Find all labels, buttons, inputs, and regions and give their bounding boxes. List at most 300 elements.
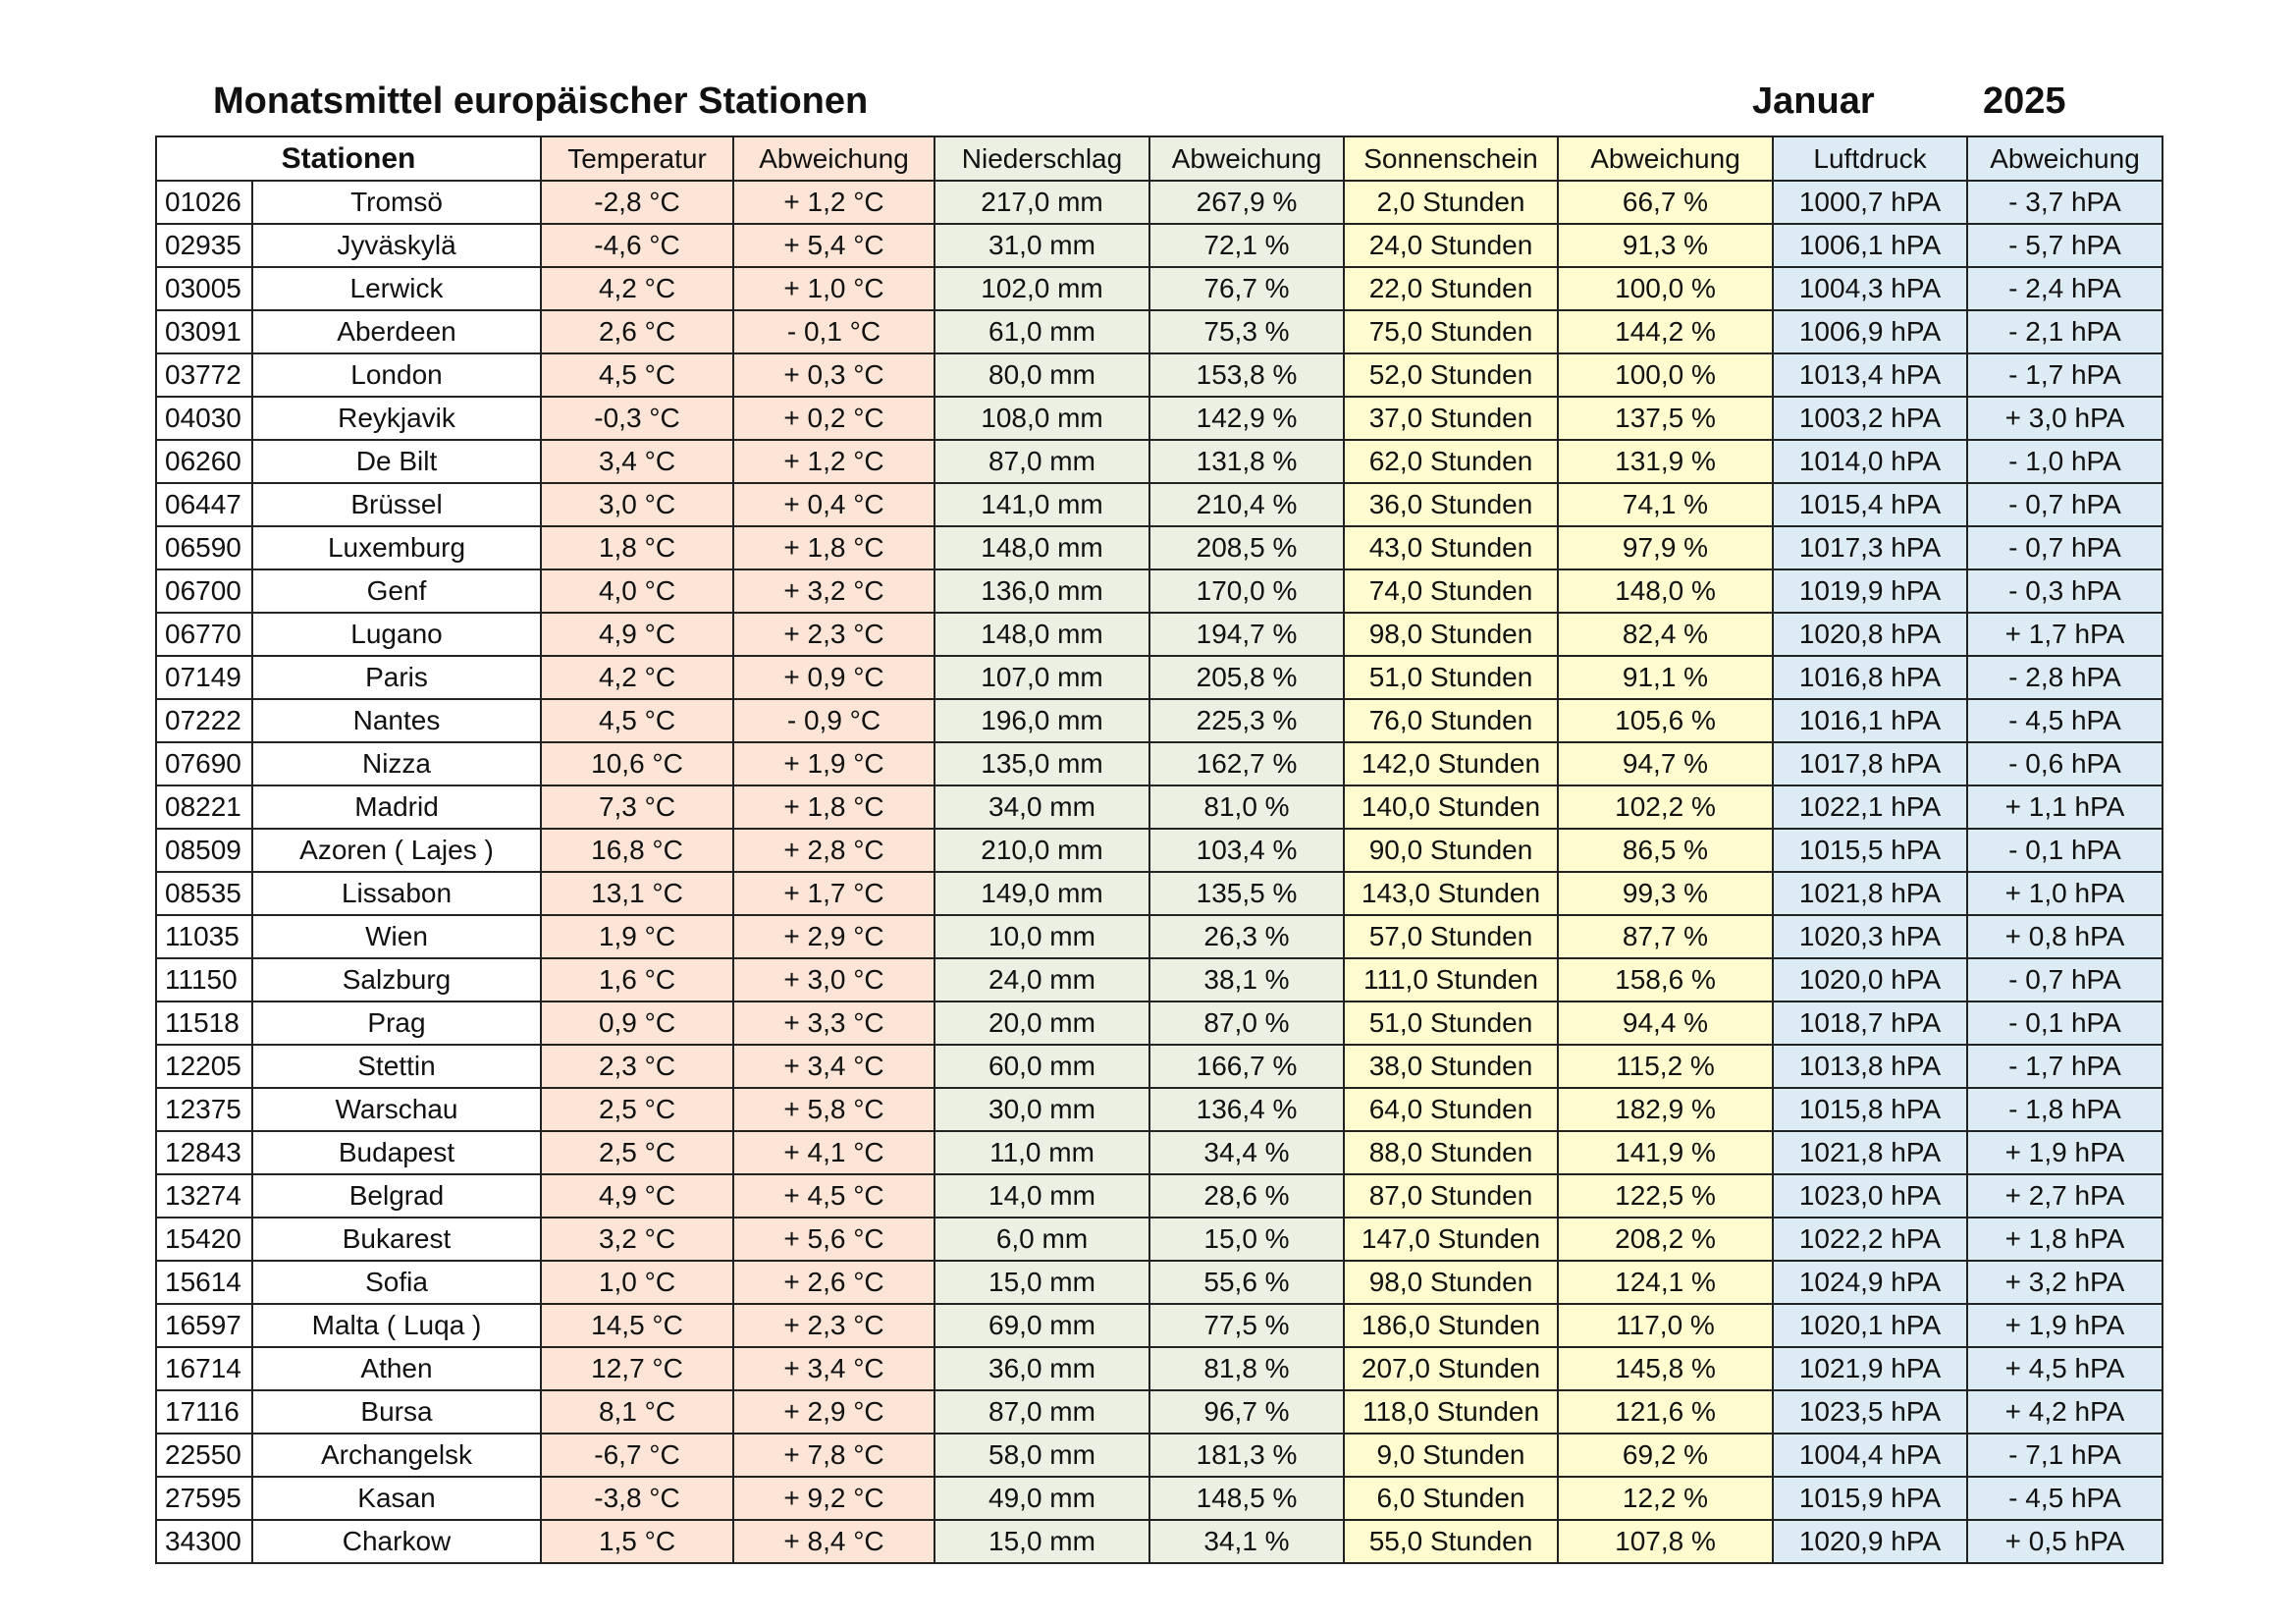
precipitation-cell: 148,0 mm [934, 613, 1149, 656]
precip-deviation-cell: 166,7 % [1149, 1045, 1344, 1088]
temp-deviation-cell: + 2,3 °C [733, 1304, 934, 1347]
station-code: 07149 [156, 656, 252, 699]
precip-deviation-cell: 194,7 % [1149, 613, 1344, 656]
table-row [156, 526, 2163, 569]
precip-deviation-cell: 96,7 % [1149, 1390, 1344, 1434]
temperature-cell: 2,5 °C [541, 1131, 733, 1174]
precip-deviation-cell: 210,4 % [1149, 483, 1344, 526]
temperature-cell: 3,2 °C [541, 1218, 733, 1261]
sun-deviation-cell: 69,2 % [1558, 1434, 1773, 1477]
temp-deviation-cell: + 5,6 °C [733, 1218, 934, 1261]
temp-deviation-cell: + 3,3 °C [733, 1001, 934, 1045]
precip-deviation-cell: 103,4 % [1149, 829, 1344, 872]
table-row [156, 742, 2163, 785]
pressure-cell: 1022,1 hPA [1773, 785, 1967, 829]
sun-deviation-cell: 124,1 % [1558, 1261, 1773, 1304]
pressure-deviation-cell: + 0,8 hPA [1967, 915, 2163, 958]
station-table [155, 135, 2163, 1564]
col-header-precipitation: Niederschlag [934, 136, 1149, 181]
station-name: Wien [252, 915, 541, 958]
sunshine-cell: 98,0 Stunden [1344, 613, 1558, 656]
station-code: 01026 [156, 181, 252, 224]
sunshine-cell: 52,0 Stunden [1344, 353, 1558, 397]
pressure-deviation-cell: - 2,8 hPA [1967, 656, 2163, 699]
col-header-precip-deviation: Abweichung [1149, 136, 1344, 181]
station-name: Salzburg [252, 958, 541, 1001]
sunshine-cell: 62,0 Stunden [1344, 440, 1558, 483]
precip-deviation-cell: 208,5 % [1149, 526, 1344, 569]
temp-deviation-cell: + 5,4 °C [733, 224, 934, 267]
pressure-cell: 1016,1 hPA [1773, 699, 1967, 742]
pressure-deviation-cell: + 4,2 hPA [1967, 1390, 2163, 1434]
pressure-deviation-cell: - 0,1 hPA [1967, 1001, 2163, 1045]
sun-deviation-cell: 148,0 % [1558, 569, 1773, 613]
sunshine-cell: 98,0 Stunden [1344, 1261, 1558, 1304]
station-name: Paris [252, 656, 541, 699]
station-name: Nizza [252, 742, 541, 785]
station-code: 11150 [156, 958, 252, 1001]
col-header-sunshine: Sonnenschein [1344, 136, 1558, 181]
precipitation-cell: 15,0 mm [934, 1520, 1149, 1563]
sun-deviation-cell: 86,5 % [1558, 829, 1773, 872]
station-name: Charkow [252, 1520, 541, 1563]
pressure-cell: 1014,0 hPA [1773, 440, 1967, 483]
precip-deviation-cell: 148,5 % [1149, 1477, 1344, 1520]
station-name: De Bilt [252, 440, 541, 483]
precip-deviation-cell: 170,0 % [1149, 569, 1344, 613]
sun-deviation-cell: 115,2 % [1558, 1045, 1773, 1088]
precip-deviation-cell: 55,6 % [1149, 1261, 1344, 1304]
table-row [156, 1088, 2163, 1131]
precip-deviation-cell: 34,4 % [1149, 1131, 1344, 1174]
table-row [156, 872, 2163, 915]
station-code: 22550 [156, 1434, 252, 1477]
pressure-cell: 1006,9 hPA [1773, 310, 1967, 353]
temperature-cell: 1,8 °C [541, 526, 733, 569]
table-row [156, 440, 2163, 483]
sunshine-cell: 111,0 Stunden [1344, 958, 1558, 1001]
station-code: 16597 [156, 1304, 252, 1347]
table-row [156, 613, 2163, 656]
sunshine-cell: 37,0 Stunden [1344, 397, 1558, 440]
sun-deviation-cell: 91,1 % [1558, 656, 1773, 699]
station-name: Madrid [252, 785, 541, 829]
temp-deviation-cell: + 9,2 °C [733, 1477, 934, 1520]
temp-deviation-cell: + 2,6 °C [733, 1261, 934, 1304]
sun-deviation-cell: 105,6 % [1558, 699, 1773, 742]
sun-deviation-cell: 100,0 % [1558, 267, 1773, 310]
pressure-cell: 1023,0 hPA [1773, 1174, 1967, 1218]
table-row [156, 483, 2163, 526]
precipitation-cell: 20,0 mm [934, 1001, 1149, 1045]
sunshine-cell: 51,0 Stunden [1344, 1001, 1558, 1045]
precip-deviation-cell: 75,3 % [1149, 310, 1344, 353]
table-row [156, 1045, 2163, 1088]
table-row [156, 1520, 2163, 1563]
precipitation-cell: 141,0 mm [934, 483, 1149, 526]
pressure-deviation-cell: + 2,7 hPA [1967, 1174, 2163, 1218]
pressure-cell: 1021,8 hPA [1773, 1131, 1967, 1174]
station-name: Stettin [252, 1045, 541, 1088]
table-row [156, 569, 2163, 613]
temperature-cell: -4,6 °C [541, 224, 733, 267]
precip-deviation-cell: 135,5 % [1149, 872, 1344, 915]
sun-deviation-cell: 145,8 % [1558, 1347, 1773, 1390]
station-name: Bursa [252, 1390, 541, 1434]
station-name: Malta ( Luqa ) [252, 1304, 541, 1347]
temperature-cell: 4,5 °C [541, 353, 733, 397]
precipitation-cell: 6,0 mm [934, 1218, 1149, 1261]
station-code: 06700 [156, 569, 252, 613]
sunshine-cell: 24,0 Stunden [1344, 224, 1558, 267]
sun-deviation-cell: 87,7 % [1558, 915, 1773, 958]
precipitation-cell: 34,0 mm [934, 785, 1149, 829]
station-name: Budapest [252, 1131, 541, 1174]
temperature-cell: 2,5 °C [541, 1088, 733, 1131]
station-name: Lugano [252, 613, 541, 656]
station-name: Azoren ( Lajes ) [252, 829, 541, 872]
station-code: 07222 [156, 699, 252, 742]
sunshine-cell: 38,0 Stunden [1344, 1045, 1558, 1088]
precipitation-cell: 210,0 mm [934, 829, 1149, 872]
precip-deviation-cell: 76,7 % [1149, 267, 1344, 310]
temperature-cell: 1,6 °C [541, 958, 733, 1001]
station-name: Luxemburg [252, 526, 541, 569]
precipitation-cell: 87,0 mm [934, 1390, 1149, 1434]
sunshine-cell: 6,0 Stunden [1344, 1477, 1558, 1520]
sun-deviation-cell: 121,6 % [1558, 1390, 1773, 1434]
sun-deviation-cell: 182,9 % [1558, 1088, 1773, 1131]
sunshine-cell: 76,0 Stunden [1344, 699, 1558, 742]
station-name: Genf [252, 569, 541, 613]
pressure-cell: 1020,9 hPA [1773, 1520, 1967, 1563]
pressure-deviation-cell: - 1,8 hPA [1967, 1088, 2163, 1131]
sun-deviation-cell: 131,9 % [1558, 440, 1773, 483]
station-code: 17116 [156, 1390, 252, 1434]
pressure-cell: 1015,5 hPA [1773, 829, 1967, 872]
temp-deviation-cell: + 4,1 °C [733, 1131, 934, 1174]
pressure-deviation-cell: - 4,5 hPA [1967, 1477, 2163, 1520]
pressure-deviation-cell: + 1,8 hPA [1967, 1218, 2163, 1261]
table-row [156, 1174, 2163, 1218]
precip-deviation-cell: 28,6 % [1149, 1174, 1344, 1218]
temperature-cell: 10,6 °C [541, 742, 733, 785]
precipitation-cell: 87,0 mm [934, 440, 1149, 483]
station-name: Jyväskylä [252, 224, 541, 267]
pressure-deviation-cell: - 2,4 hPA [1967, 267, 2163, 310]
table-row [156, 1347, 2163, 1390]
month-label: Januar [1752, 81, 1875, 122]
sun-deviation-cell: 94,7 % [1558, 742, 1773, 785]
pressure-cell: 1006,1 hPA [1773, 224, 1967, 267]
pressure-cell: 1013,8 hPA [1773, 1045, 1967, 1088]
pressure-cell: 1017,3 hPA [1773, 526, 1967, 569]
temperature-cell: 4,5 °C [541, 699, 733, 742]
col-header-pressure-deviation: Abweichung [1967, 136, 2163, 181]
temp-deviation-cell: + 3,2 °C [733, 569, 934, 613]
station-code: 11518 [156, 1001, 252, 1045]
pressure-cell: 1021,9 hPA [1773, 1347, 1967, 1390]
pressure-cell: 1018,7 hPA [1773, 1001, 1967, 1045]
temp-deviation-cell: + 1,2 °C [733, 181, 934, 224]
table-row [156, 224, 2163, 267]
temperature-cell: 4,2 °C [541, 267, 733, 310]
precip-deviation-cell: 225,3 % [1149, 699, 1344, 742]
col-header-temperature: Temperatur [541, 136, 733, 181]
year-label: 2025 [1983, 81, 2066, 122]
pressure-deviation-cell: + 1,9 hPA [1967, 1304, 2163, 1347]
pressure-cell: 1017,8 hPA [1773, 742, 1967, 785]
precip-deviation-cell: 267,9 % [1149, 181, 1344, 224]
sunshine-cell: 36,0 Stunden [1344, 483, 1558, 526]
precip-deviation-cell: 81,8 % [1149, 1347, 1344, 1390]
table-row [156, 785, 2163, 829]
table-row [156, 1131, 2163, 1174]
precip-deviation-cell: 181,3 % [1149, 1434, 1344, 1477]
precipitation-cell: 61,0 mm [934, 310, 1149, 353]
precipitation-cell: 69,0 mm [934, 1304, 1149, 1347]
pressure-cell: 1019,9 hPA [1773, 569, 1967, 613]
table-row [156, 1390, 2163, 1434]
pressure-deviation-cell: - 0,3 hPA [1967, 569, 2163, 613]
sun-deviation-cell: 91,3 % [1558, 224, 1773, 267]
station-name: Bukarest [252, 1218, 541, 1261]
temperature-cell: 8,1 °C [541, 1390, 733, 1434]
temperature-cell: -2,8 °C [541, 181, 733, 224]
pressure-cell: 1020,0 hPA [1773, 958, 1967, 1001]
station-name: Warschau [252, 1088, 541, 1131]
temperature-cell: 0,9 °C [541, 1001, 733, 1045]
sunshine-cell: 186,0 Stunden [1344, 1304, 1558, 1347]
pressure-cell: 1016,8 hPA [1773, 656, 1967, 699]
station-code: 12375 [156, 1088, 252, 1131]
sun-deviation-cell: 94,4 % [1558, 1001, 1773, 1045]
temp-deviation-cell: + 0,4 °C [733, 483, 934, 526]
pressure-cell: 1004,3 hPA [1773, 267, 1967, 310]
pressure-deviation-cell: - 0,7 hPA [1967, 483, 2163, 526]
precipitation-cell: 58,0 mm [934, 1434, 1149, 1477]
station-name: Tromsö [252, 181, 541, 224]
precip-deviation-cell: 205,8 % [1149, 656, 1344, 699]
precip-deviation-cell: 162,7 % [1149, 742, 1344, 785]
temp-deviation-cell: + 1,9 °C [733, 742, 934, 785]
temp-deviation-cell: + 1,7 °C [733, 872, 934, 915]
pressure-cell: 1003,2 hPA [1773, 397, 1967, 440]
temperature-cell: 16,8 °C [541, 829, 733, 872]
precipitation-cell: 31,0 mm [934, 224, 1149, 267]
station-name: Athen [252, 1347, 541, 1390]
precipitation-cell: 36,0 mm [934, 1347, 1149, 1390]
precipitation-cell: 15,0 mm [934, 1261, 1149, 1304]
temperature-cell: 2,6 °C [541, 310, 733, 353]
sun-deviation-cell: 100,0 % [1558, 353, 1773, 397]
table-row [156, 915, 2163, 958]
precipitation-cell: 80,0 mm [934, 353, 1149, 397]
temperature-cell: 7,3 °C [541, 785, 733, 829]
pressure-deviation-cell: + 1,0 hPA [1967, 872, 2163, 915]
pressure-deviation-cell: + 0,5 hPA [1967, 1520, 2163, 1563]
pressure-cell: 1020,3 hPA [1773, 915, 1967, 958]
pressure-deviation-cell: + 1,9 hPA [1967, 1131, 2163, 1174]
station-code: 15420 [156, 1218, 252, 1261]
station-code: 07690 [156, 742, 252, 785]
station-code: 08509 [156, 829, 252, 872]
sun-deviation-cell: 144,2 % [1558, 310, 1773, 353]
precip-deviation-cell: 142,9 % [1149, 397, 1344, 440]
station-code: 13274 [156, 1174, 252, 1218]
precip-deviation-cell: 38,1 % [1149, 958, 1344, 1001]
pressure-deviation-cell: + 4,5 hPA [1967, 1347, 2163, 1390]
sunshine-cell: 22,0 Stunden [1344, 267, 1558, 310]
temperature-cell: 1,0 °C [541, 1261, 733, 1304]
pressure-cell: 1004,4 hPA [1773, 1434, 1967, 1477]
station-code: 12205 [156, 1045, 252, 1088]
table-row [156, 699, 2163, 742]
sun-deviation-cell: 66,7 % [1558, 181, 1773, 224]
temperature-cell: -3,8 °C [541, 1477, 733, 1520]
station-name: Sofia [252, 1261, 541, 1304]
temperature-cell: 2,3 °C [541, 1045, 733, 1088]
station-code: 06590 [156, 526, 252, 569]
temp-deviation-cell: + 1,8 °C [733, 526, 934, 569]
precipitation-cell: 108,0 mm [934, 397, 1149, 440]
col-header-stations: Stationen [156, 136, 541, 181]
station-name: Archangelsk [252, 1434, 541, 1477]
pressure-cell: 1021,8 hPA [1773, 872, 1967, 915]
station-name: Lissabon [252, 872, 541, 915]
station-code: 08535 [156, 872, 252, 915]
precipitation-cell: 24,0 mm [934, 958, 1149, 1001]
station-name: London [252, 353, 541, 397]
pressure-deviation-cell: - 1,7 hPA [1967, 1045, 2163, 1088]
pressure-cell: 1013,4 hPA [1773, 353, 1967, 397]
sunshine-cell: 118,0 Stunden [1344, 1390, 1558, 1434]
sunshine-cell: 9,0 Stunden [1344, 1434, 1558, 1477]
precipitation-cell: 30,0 mm [934, 1088, 1149, 1131]
precipitation-cell: 149,0 mm [934, 872, 1149, 915]
pressure-cell: 1015,4 hPA [1773, 483, 1967, 526]
table-row [156, 1218, 2163, 1261]
temp-deviation-cell: - 0,1 °C [733, 310, 934, 353]
temperature-cell: 1,9 °C [541, 915, 733, 958]
sunshine-cell: 55,0 Stunden [1344, 1520, 1558, 1563]
sun-deviation-cell: 12,2 % [1558, 1477, 1773, 1520]
temp-deviation-cell: + 3,4 °C [733, 1347, 934, 1390]
table-row [156, 1261, 2163, 1304]
table-row [156, 958, 2163, 1001]
temperature-cell: 13,1 °C [541, 872, 733, 915]
station-code: 03772 [156, 353, 252, 397]
sunshine-cell: 207,0 Stunden [1344, 1347, 1558, 1390]
temperature-cell: 3,0 °C [541, 483, 733, 526]
sun-deviation-cell: 117,0 % [1558, 1304, 1773, 1347]
pressure-deviation-cell: + 1,1 hPA [1967, 785, 2163, 829]
temp-deviation-cell: + 3,0 °C [733, 958, 934, 1001]
table-row [156, 397, 2163, 440]
precip-deviation-cell: 34,1 % [1149, 1520, 1344, 1563]
sunshine-cell: 87,0 Stunden [1344, 1174, 1558, 1218]
station-code: 15614 [156, 1261, 252, 1304]
pressure-cell: 1015,9 hPA [1773, 1477, 1967, 1520]
pressure-deviation-cell: - 3,7 hPA [1967, 181, 2163, 224]
sunshine-cell: 43,0 Stunden [1344, 526, 1558, 569]
station-name: Kasan [252, 1477, 541, 1520]
pressure-deviation-cell: - 0,7 hPA [1967, 958, 2163, 1001]
precipitation-cell: 11,0 mm [934, 1131, 1149, 1174]
precipitation-cell: 196,0 mm [934, 699, 1149, 742]
station-code: 02935 [156, 224, 252, 267]
sunshine-cell: 2,0 Stunden [1344, 181, 1558, 224]
station-code: 06260 [156, 440, 252, 483]
station-code: 03005 [156, 267, 252, 310]
sun-deviation-cell: 137,5 % [1558, 397, 1773, 440]
precip-deviation-cell: 136,4 % [1149, 1088, 1344, 1131]
table-row [156, 656, 2163, 699]
sunshine-cell: 140,0 Stunden [1344, 785, 1558, 829]
precipitation-cell: 102,0 mm [934, 267, 1149, 310]
temp-deviation-cell: + 2,9 °C [733, 915, 934, 958]
table-row [156, 829, 2163, 872]
station-code: 34300 [156, 1520, 252, 1563]
header-row [156, 136, 2163, 181]
col-header-pressure: Luftdruck [1773, 136, 1967, 181]
sun-deviation-cell: 97,9 % [1558, 526, 1773, 569]
station-code: 16714 [156, 1347, 252, 1390]
precipitation-cell: 148,0 mm [934, 526, 1149, 569]
station-name: Lerwick [252, 267, 541, 310]
temp-deviation-cell: + 0,2 °C [733, 397, 934, 440]
station-name: Nantes [252, 699, 541, 742]
temperature-cell: 4,2 °C [541, 656, 733, 699]
pressure-cell: 1024,9 hPA [1773, 1261, 1967, 1304]
pressure-deviation-cell: + 3,0 hPA [1967, 397, 2163, 440]
station-code: 06447 [156, 483, 252, 526]
sunshine-cell: 88,0 Stunden [1344, 1131, 1558, 1174]
temperature-cell: 4,9 °C [541, 613, 733, 656]
temp-deviation-cell: + 7,8 °C [733, 1434, 934, 1477]
table-row [156, 1434, 2163, 1477]
temp-deviation-cell: + 0,3 °C [733, 353, 934, 397]
pressure-cell: 1023,5 hPA [1773, 1390, 1967, 1434]
station-code: 04030 [156, 397, 252, 440]
sun-deviation-cell: 122,5 % [1558, 1174, 1773, 1218]
precipitation-cell: 135,0 mm [934, 742, 1149, 785]
pressure-deviation-cell: - 4,5 hPA [1967, 699, 2163, 742]
precipitation-cell: 60,0 mm [934, 1045, 1149, 1088]
table-row [156, 267, 2163, 310]
table-row [156, 353, 2163, 397]
temperature-cell: 12,7 °C [541, 1347, 733, 1390]
page-title: Monatsmittel europäischer Stationen [213, 81, 869, 122]
pressure-deviation-cell: - 7,1 hPA [1967, 1434, 2163, 1477]
sun-deviation-cell: 158,6 % [1558, 958, 1773, 1001]
table-row [156, 1001, 2163, 1045]
pressure-cell: 1020,8 hPA [1773, 613, 1967, 656]
station-code: 27595 [156, 1477, 252, 1520]
precipitation-cell: 107,0 mm [934, 656, 1149, 699]
station-code: 12843 [156, 1131, 252, 1174]
temp-deviation-cell: + 4,5 °C [733, 1174, 934, 1218]
sun-deviation-cell: 102,2 % [1558, 785, 1773, 829]
temperature-cell: -0,3 °C [541, 397, 733, 440]
sun-deviation-cell: 99,3 % [1558, 872, 1773, 915]
temp-deviation-cell: + 1,2 °C [733, 440, 934, 483]
sun-deviation-cell: 74,1 % [1558, 483, 1773, 526]
temp-deviation-cell: + 1,8 °C [733, 785, 934, 829]
sun-deviation-cell: 141,9 % [1558, 1131, 1773, 1174]
sun-deviation-cell: 107,8 % [1558, 1520, 1773, 1563]
sunshine-cell: 142,0 Stunden [1344, 742, 1558, 785]
